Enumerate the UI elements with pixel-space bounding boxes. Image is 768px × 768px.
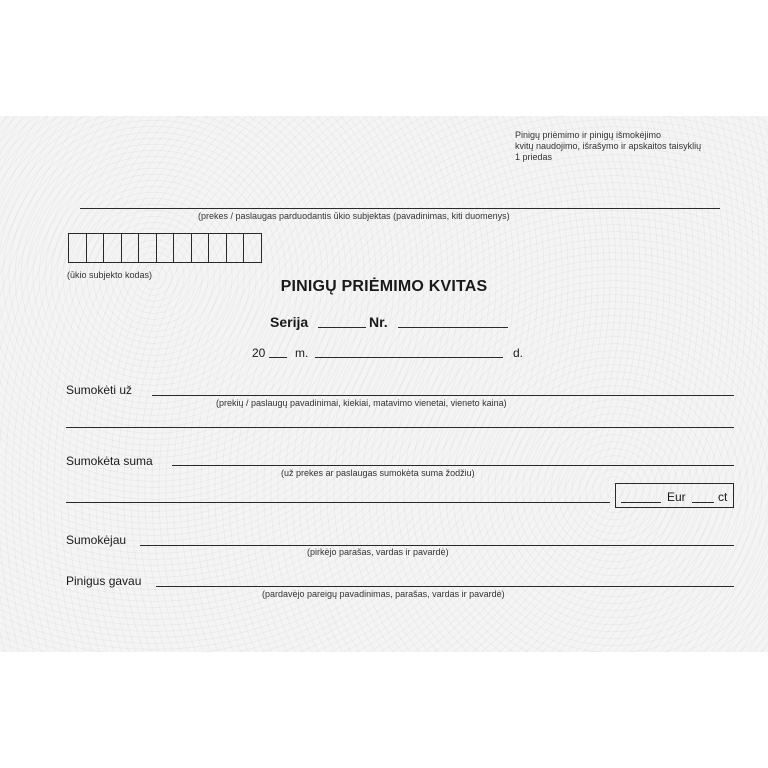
pay-for-caption: (prekių / paslaugų pavadinimai, kiekiai, matavimo vienetai, vieneto kaina) [216,398,507,408]
pay-for-field-2[interactable] [66,427,734,428]
amount-words-field[interactable] [172,465,734,466]
appendix-line-2: kvitų naudojimo, išrašymo ir apskaitos taisyklių [515,141,702,151]
date-year-prefix: 20 [252,346,266,360]
code-box-cell[interactable] [86,233,105,263]
date-month-abbr: m. [295,346,309,360]
date-day-abbr: d. [513,346,524,360]
code-box-cell[interactable] [173,233,192,263]
appendix-note [515,130,701,163]
code-box-cell[interactable] [121,233,140,263]
appendix-line-3: 1 priedas [515,152,553,162]
receipt-title: PINIGŲ PRIĖMIMO KVITAS [280,278,488,295]
code-box-cell[interactable] [208,233,227,263]
amount-caption: (už prekes ar paslaugas sumokėta suma žodžiu) [281,468,475,478]
series-label: Serija [270,314,309,330]
pay-for-label: Sumokėti už [66,383,133,397]
code-box-cell[interactable] [191,233,210,263]
appendix-line-1: Pinigų priėmimo ir pinigų išmokėjimo [515,130,662,140]
number-label: Nr. [369,314,388,330]
seller-line[interactable] [80,208,720,209]
payer-field[interactable] [140,545,734,546]
company-code-caption: (ūkio subjekto kodas) [67,270,153,280]
receiver-field[interactable] [156,586,734,587]
number-field[interactable] [398,327,508,328]
payer-caption: (pirkėjo parašas, vardas ir pavardė) [307,547,449,557]
code-box-cell[interactable] [103,233,122,263]
currency-ct: ct [718,490,728,504]
code-box-cell[interactable] [138,233,157,263]
seller-caption: (prekes / paslaugas parduodantis ūkio subjektas (pavadinimas, kiti duomenys) [198,211,510,221]
code-box-cell[interactable] [226,233,245,263]
receiver-caption: (pardavėjo pareigų pavadinimas, parašas, vardas ir pavardė) [262,589,505,599]
series-field[interactable] [318,327,366,328]
pay-for-field[interactable] [152,395,734,396]
receiver-label: Pinigus gavau [66,574,142,588]
date-year-field[interactable] [269,357,287,358]
currency-eur: Eur [667,490,686,504]
amount-label: Sumokėta suma [66,454,153,468]
company-code-boxes[interactable] [68,233,262,263]
amount-words-field-2[interactable] [66,502,610,503]
ct-field[interactable] [692,502,714,503]
code-box-cell[interactable] [68,233,87,263]
date-month-day-field[interactable] [315,357,503,358]
code-box-cell[interactable] [243,233,262,263]
payer-label: Sumokėjau [66,533,127,547]
eur-field[interactable] [621,502,661,503]
code-box-cell[interactable] [156,233,175,263]
